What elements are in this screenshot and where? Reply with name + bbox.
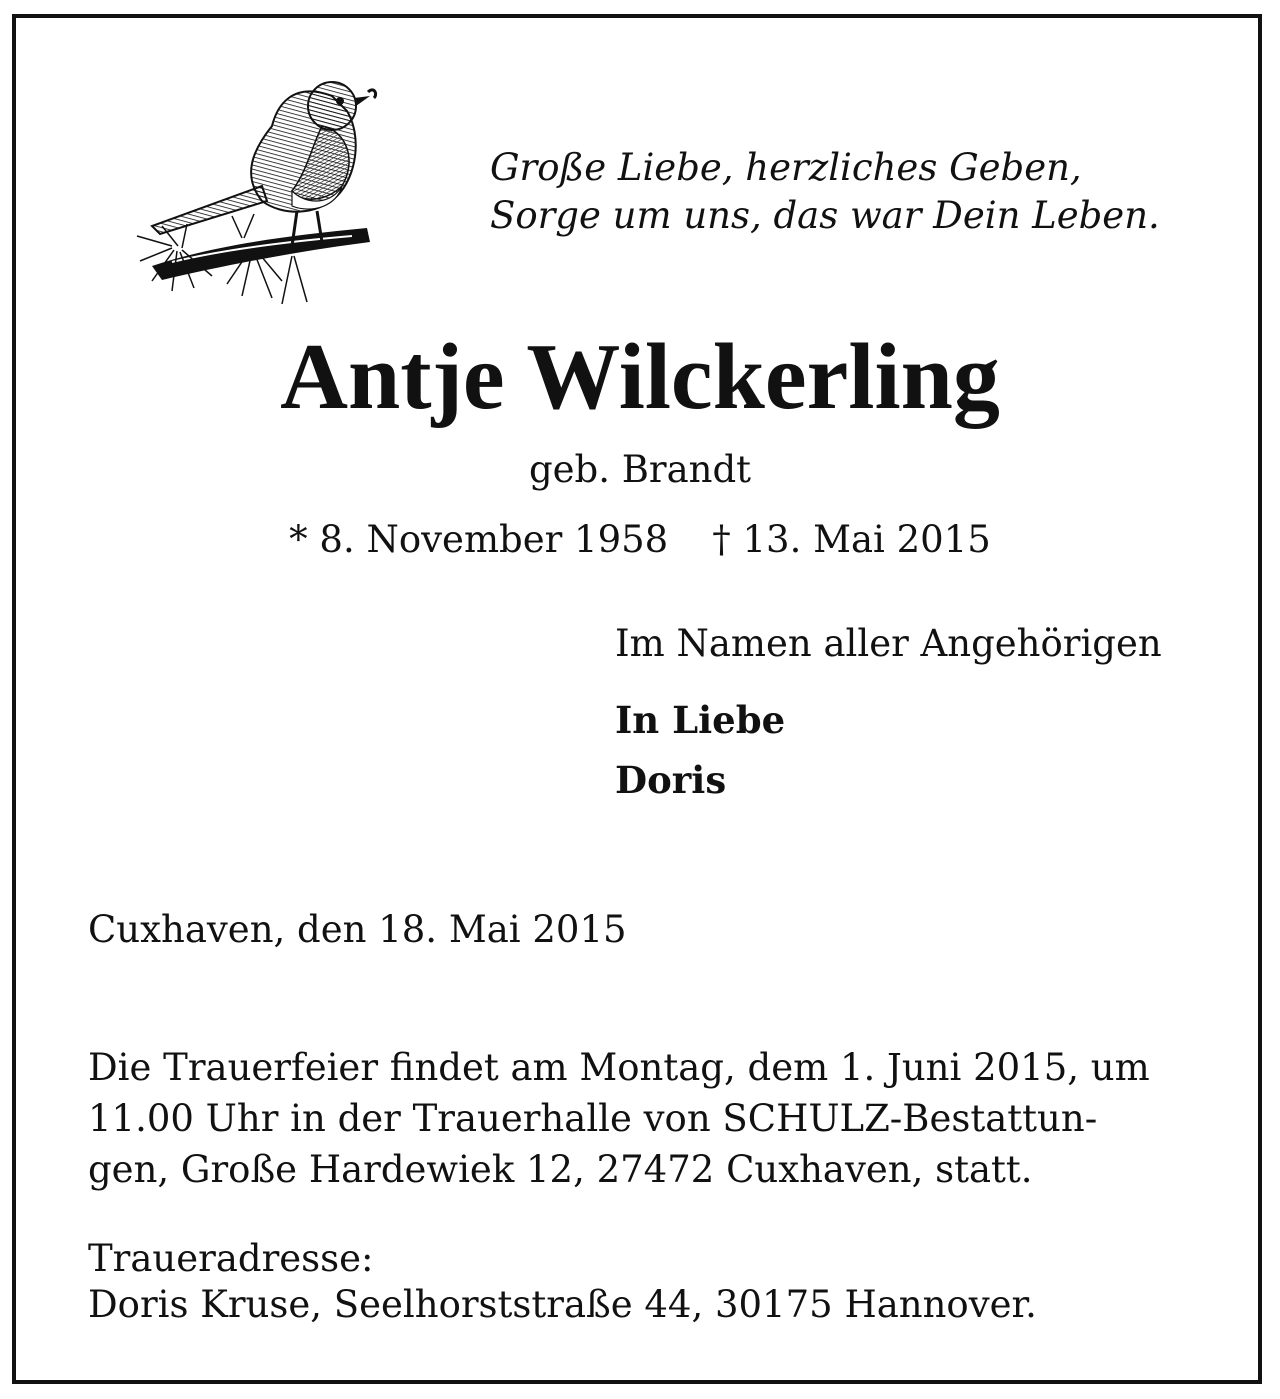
address-label: Traueradresse: xyxy=(88,1237,374,1280)
verse-line: Sorge um uns, das war Dein Leben. xyxy=(490,194,1160,237)
service-line: 11.00 Uhr in der Trauerhalle von SCHULZ-Bestattun- xyxy=(88,1097,1098,1140)
life-dates xyxy=(0,516,1280,564)
address-value: Doris Kruse, Seelhorststraße 44, 30175 Hannover. xyxy=(88,1283,1037,1326)
verse-line: Große Liebe, herzliches Geben, xyxy=(490,146,1082,189)
service-line: gen, Große Hardewiek 12, 27472 Cuxhaven, statt. xyxy=(88,1148,1033,1191)
signer-name: Doris xyxy=(615,758,727,802)
service-line: Die Trauerfeier findet am Montag, dem 1. Juni 2015, um xyxy=(88,1046,1150,1089)
birth-date: * 8. November 1958 xyxy=(289,518,669,561)
deceased-name: Antje Wilckerling xyxy=(280,325,1000,429)
condolence-address xyxy=(88,1236,1037,1328)
funeral-service-info xyxy=(88,1042,1150,1195)
mourners-intro: Im Namen aller Angehörigen xyxy=(615,622,1162,665)
signoff xyxy=(615,690,785,810)
memorial-verse xyxy=(490,144,1160,240)
death-date: † 13. Mai 2015 xyxy=(712,518,991,561)
robin-bird-on-branch-icon xyxy=(132,66,382,306)
maiden-name: geb. Brandt xyxy=(528,448,752,491)
closing-phrase: In Liebe xyxy=(615,698,786,742)
place-date: Cuxhaven, den 18. Mai 2015 xyxy=(88,908,627,951)
